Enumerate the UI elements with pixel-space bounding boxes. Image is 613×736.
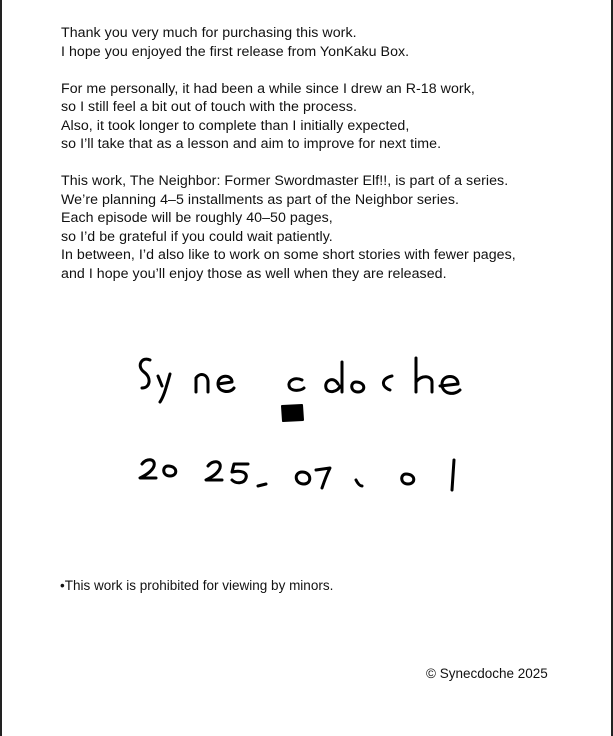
text-line: We’re planning 4–5 installments as part of the Neighbor series. [61,191,459,208]
text-line: Each episode will be roughly 40–50 pages, [61,210,333,226]
handwritten-signature [120,330,520,510]
paragraph-thanks [61,24,581,61]
paragraph-personal-note [61,80,581,154]
text-line: I hope you enjoyed the first release from YonKaku Box. [61,43,410,60]
paragraph-series-plan [61,172,581,283]
text-line: Thank you very much for purchasing this work. [61,25,357,41]
copyright-line: © Synecdoche 2025 [426,666,548,681]
text-line: For me personally, it had been a while since I drew an R-18 work, [61,80,475,97]
text-line: This work, The Neighbor: Former Swordmaster Elf!!, is part of a series. [61,173,509,189]
text-line: In between, I’d also like to work on some short stories with fewer pages, [61,247,516,263]
text-line: so I’d be grateful if you could wait patiently. [61,228,333,245]
afterword-text [61,24,581,302]
ink-blot-mark [282,405,303,421]
signature-name-strokes [140,358,460,402]
text-line: and I hope you’ll enjoy those as well when they are released. [61,265,447,282]
signature-date-strokes [140,460,454,490]
age-restriction-notice: •This work is prohibited for viewing by minors. [60,578,334,593]
text-line: Also, it took longer to complete than I initially expected, [61,117,410,134]
text-line: so I’ll take that as a lesson and aim to improve for next time. [61,136,442,152]
text-line: so I still feel a bit out of touch with the process. [61,99,357,115]
